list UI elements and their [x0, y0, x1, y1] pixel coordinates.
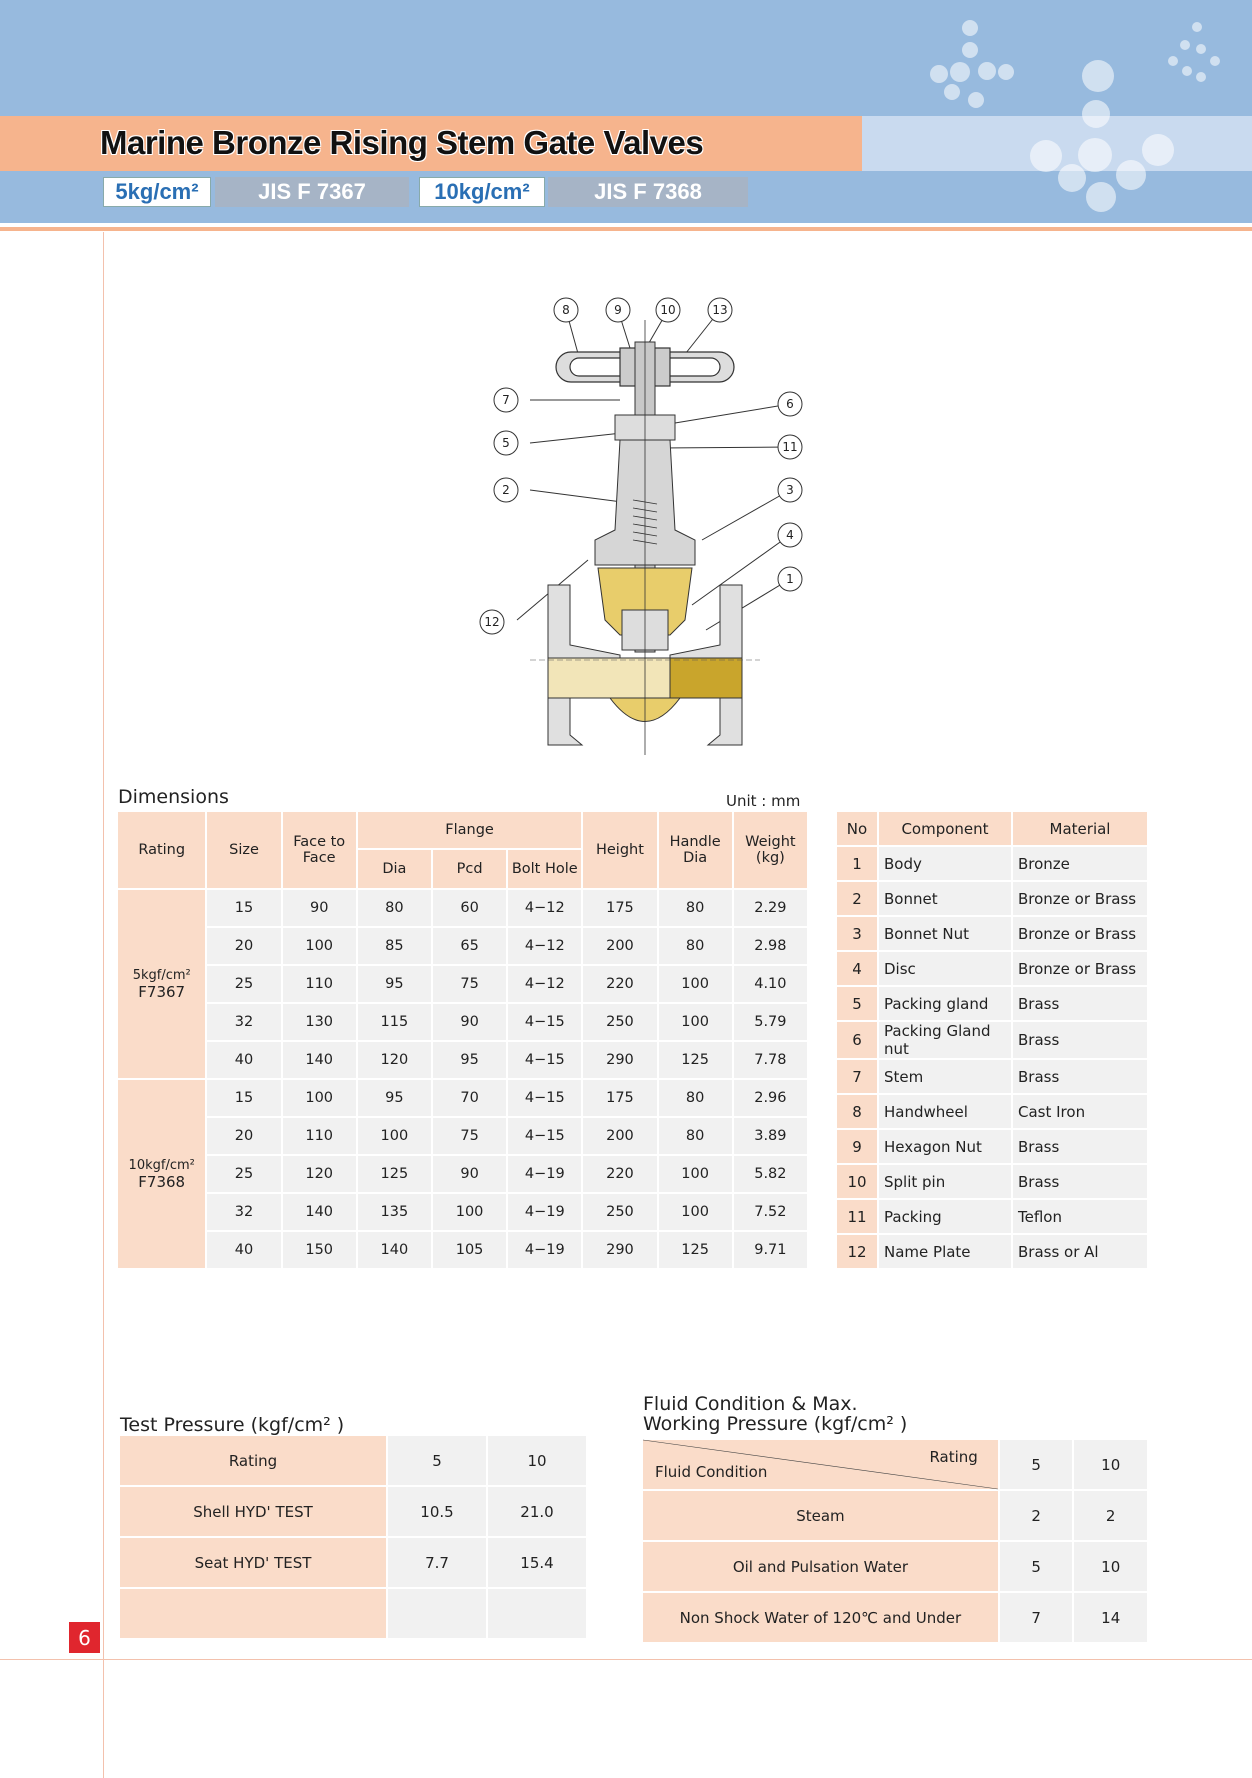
component-name: Handwheel	[879, 1095, 1011, 1128]
dimension-cell: 95	[433, 1042, 506, 1078]
callout-9	[606, 298, 630, 322]
dimension-cell: 7.78	[734, 1042, 807, 1078]
material-row	[837, 882, 1147, 915]
dimension-cell: 4−19	[508, 1194, 581, 1230]
dimension-cell: 75	[433, 966, 506, 1002]
callout-10	[656, 298, 680, 322]
dimension-cell: 7.52	[734, 1194, 807, 1230]
material-name: Brass	[1013, 1022, 1147, 1058]
dimension-cell: 80	[659, 890, 732, 926]
header-flange: Flange	[358, 812, 582, 848]
dimension-cell: 100	[659, 1156, 732, 1192]
part-number: 11	[837, 1200, 877, 1233]
dimension-cell: 100	[283, 1080, 356, 1116]
material-name: Bronze or Brass	[1013, 952, 1147, 985]
material-row	[837, 1200, 1147, 1233]
dimensions-title: Dimensions	[118, 786, 229, 808]
fluid-condition-table	[641, 1438, 1149, 1644]
dimension-cell: 150	[283, 1232, 356, 1268]
part-number: 2	[837, 882, 877, 915]
dimension-cell: 4−15	[508, 1004, 581, 1040]
dimension-cell: 4−19	[508, 1156, 581, 1192]
fluid-condition-title	[643, 1394, 907, 1434]
dimension-cell: 290	[583, 1232, 656, 1268]
material-name: Teflon	[1013, 1200, 1147, 1233]
test-value: 7.7	[388, 1538, 486, 1587]
component-name: Packing	[879, 1200, 1011, 1233]
dimension-cell: 100	[283, 928, 356, 964]
dimension-row	[118, 1080, 807, 1116]
fluid-head-10: 10	[1074, 1440, 1147, 1489]
dimension-row	[118, 1232, 807, 1268]
test-pressure-title: Test Pressure (kgf/cm² )	[120, 1414, 345, 1436]
part-number: 7	[837, 1060, 877, 1093]
page-title: Marine Bronze Rising Stem Gate Valves	[100, 124, 704, 161]
component-name: Bonnet Nut	[879, 917, 1011, 950]
dimension-cell: 95	[358, 1080, 431, 1116]
dimension-cell: 5.79	[734, 1004, 807, 1040]
fluid-title-line2: Working Pressure (kgf/cm² )	[643, 1413, 908, 1435]
header-no: No	[837, 812, 877, 845]
material-row	[837, 1095, 1147, 1128]
callout-12	[480, 610, 504, 634]
dimension-cell: 220	[583, 966, 656, 1002]
part-number: 4	[837, 952, 877, 985]
header-pcd: Pcd	[433, 850, 506, 888]
svg-text:7: 7	[502, 393, 510, 407]
dimension-cell: 5.82	[734, 1156, 807, 1192]
test-label: Seat HYD' TEST	[120, 1538, 386, 1587]
fluid-row	[643, 1593, 1147, 1642]
fluid-corner-cell	[643, 1440, 998, 1489]
fluid-pressure-value: 14	[1074, 1593, 1147, 1642]
dimension-cell: 15	[207, 890, 280, 926]
dimension-cell: 100	[659, 1004, 732, 1040]
dimension-cell: 32	[207, 1194, 280, 1230]
component-name: Name Plate	[879, 1235, 1011, 1268]
dimension-cell: 220	[583, 1156, 656, 1192]
dimension-cell: 100	[358, 1118, 431, 1154]
test-label: Rating	[120, 1436, 386, 1485]
dimension-cell: 32	[207, 1004, 280, 1040]
material-row	[837, 1060, 1147, 1093]
header-bolt-hole: Bolt Hole	[508, 850, 581, 888]
test-value: 21.0	[488, 1487, 586, 1536]
corner-rating-label: Rating	[929, 1448, 978, 1466]
rating-tag-10: 10kg/cm²	[419, 177, 545, 207]
material-name: Brass	[1013, 1060, 1147, 1093]
dimension-cell: 4−15	[508, 1118, 581, 1154]
test-pressure-row	[120, 1589, 586, 1638]
component-name: Bonnet	[879, 882, 1011, 915]
dimension-cell: 125	[358, 1156, 431, 1192]
dimension-cell: 4−19	[508, 1232, 581, 1268]
dimension-cell: 130	[283, 1004, 356, 1040]
dimension-cell: 2.29	[734, 890, 807, 926]
material-name: Bronze or Brass	[1013, 882, 1147, 915]
fluid-pressure-value: 7	[1000, 1593, 1073, 1642]
margin-rule	[103, 232, 104, 1778]
test-value	[388, 1589, 486, 1638]
dimension-cell: 175	[583, 1080, 656, 1116]
dimension-cell: 110	[283, 1118, 356, 1154]
test-pressure-row	[120, 1487, 586, 1536]
dimension-cell: 4−15	[508, 1042, 581, 1078]
standard-tag-f7367: JIS F 7367	[215, 177, 409, 207]
rating-group-cell	[118, 1080, 205, 1268]
dimension-cell: 70	[433, 1080, 506, 1116]
component-name: Split pin	[879, 1165, 1011, 1198]
dimension-cell: 110	[283, 966, 356, 1002]
dimension-cell: 115	[358, 1004, 431, 1040]
material-name: Brass or Al	[1013, 1235, 1147, 1268]
material-name: Bronze	[1013, 847, 1147, 880]
dimension-cell: 85	[358, 928, 431, 964]
fluid-pressure-value: 10	[1074, 1542, 1147, 1591]
callout-13	[708, 298, 732, 322]
header-handle-dia: Handle Dia	[659, 812, 732, 888]
part-number: 1	[837, 847, 877, 880]
dimension-cell: 80	[659, 1118, 732, 1154]
dimension-cell: 2.96	[734, 1080, 807, 1116]
material-row	[837, 1022, 1147, 1058]
callout-1	[778, 567, 802, 591]
dimensions-table	[116, 810, 809, 1270]
test-value	[488, 1589, 586, 1638]
part-number: 10	[837, 1165, 877, 1198]
material-row	[837, 847, 1147, 880]
fluid-condition-name: Oil and Pulsation Water	[643, 1542, 998, 1591]
callout-3	[778, 478, 802, 502]
header-rule	[0, 227, 1252, 231]
header-rating: Rating	[118, 812, 205, 888]
material-name: Brass	[1013, 987, 1147, 1020]
test-pressure-row	[120, 1436, 586, 1485]
test-value: 15.4	[488, 1538, 586, 1587]
dimension-cell: 20	[207, 928, 280, 964]
dimension-row	[118, 1004, 807, 1040]
callout-5	[494, 431, 518, 455]
part-number: 6	[837, 1022, 877, 1058]
dimension-cell: 175	[583, 890, 656, 926]
dimension-cell: 60	[433, 890, 506, 926]
header-size: Size	[207, 812, 280, 888]
header-face-to-face: Face to Face	[283, 812, 356, 888]
dimension-cell: 100	[659, 1194, 732, 1230]
dimension-cell: 4−12	[508, 928, 581, 964]
svg-text:11: 11	[782, 440, 798, 454]
dimension-cell: 90	[283, 890, 356, 926]
fluid-pressure-value: 5	[1000, 1542, 1073, 1591]
component-name: Stem	[879, 1060, 1011, 1093]
svg-text:3: 3	[786, 483, 794, 497]
part-number: 9	[837, 1130, 877, 1163]
header-material: Material	[1013, 812, 1147, 845]
dimensions-unit: Unit : mm	[726, 792, 801, 810]
part-number: 3	[837, 917, 877, 950]
dimension-cell: 15	[207, 1080, 280, 1116]
dimension-row	[118, 1042, 807, 1078]
dimension-cell: 100	[659, 966, 732, 1002]
dimension-row	[118, 1194, 807, 1230]
part-number: 8	[837, 1095, 877, 1128]
callout-11	[778, 435, 802, 459]
fluid-head-5: 5	[1000, 1440, 1073, 1489]
part-number: 12	[837, 1235, 877, 1268]
dimension-cell: 4.10	[734, 966, 807, 1002]
material-row	[837, 1165, 1147, 1198]
dimension-cell: 100	[433, 1194, 506, 1230]
component-name: Packing Gland nut	[879, 1022, 1011, 1058]
svg-text:5: 5	[502, 436, 510, 450]
fluid-row	[643, 1542, 1147, 1591]
component-name: Disc	[879, 952, 1011, 985]
dimension-cell: 4−12	[508, 966, 581, 1002]
test-label: Shell HYD' TEST	[120, 1487, 386, 1536]
component-name: Body	[879, 847, 1011, 880]
dimension-cell: 9.71	[734, 1232, 807, 1268]
dimension-cell: 125	[659, 1042, 732, 1078]
dimension-cell: 250	[583, 1004, 656, 1040]
test-value: 10	[488, 1436, 586, 1485]
dimension-cell: 40	[207, 1042, 280, 1078]
dimension-row	[118, 966, 807, 1002]
material-row	[837, 917, 1147, 950]
dimension-cell: 25	[207, 966, 280, 1002]
fluid-condition-name: Steam	[643, 1491, 998, 1540]
fluid-title-line1: Fluid Condition & Max.	[643, 1393, 858, 1415]
dimension-cell: 140	[358, 1232, 431, 1268]
dimension-cell: 25	[207, 1156, 280, 1192]
test-pressure-table	[118, 1434, 588, 1640]
material-row	[837, 952, 1147, 985]
dimension-row	[118, 1118, 807, 1154]
fluid-condition-name: Non Shock Water of 120℃ and Under	[643, 1593, 998, 1642]
dimension-cell: 200	[583, 928, 656, 964]
dimension-row	[118, 1156, 807, 1192]
test-label	[120, 1589, 386, 1638]
callout-2	[494, 478, 518, 502]
svg-text:10: 10	[660, 303, 676, 317]
svg-text:9: 9	[614, 303, 622, 317]
valve-cross-section-drawing	[470, 290, 798, 755]
dimension-cell: 120	[358, 1042, 431, 1078]
callout-8	[554, 298, 578, 322]
component-name: Packing gland	[879, 987, 1011, 1020]
svg-text:13: 13	[712, 303, 728, 317]
corner-fluid-label: Fluid Condition	[655, 1463, 768, 1481]
standard-value: F7367	[138, 982, 186, 1001]
header-component: Component	[879, 812, 1011, 845]
fluid-pressure-value: 2	[1074, 1491, 1147, 1540]
materials-table	[835, 810, 1149, 1270]
material-name: Bronze or Brass	[1013, 917, 1147, 950]
component-name: Hexagon Nut	[879, 1130, 1011, 1163]
dimension-cell: 80	[659, 928, 732, 964]
dimension-cell: 250	[583, 1194, 656, 1230]
standard-value: F7368	[138, 1172, 186, 1191]
dimension-cell: 125	[659, 1232, 732, 1268]
dimension-row	[118, 890, 807, 926]
header-top-band	[0, 0, 1252, 116]
rating-value: 10kgf/cm²	[128, 1157, 195, 1173]
dimension-cell: 40	[207, 1232, 280, 1268]
dimension-cell: 65	[433, 928, 506, 964]
dimension-row	[118, 928, 807, 964]
dimension-cell: 95	[358, 966, 431, 1002]
material-name: Brass	[1013, 1130, 1147, 1163]
test-value: 5	[388, 1436, 486, 1485]
dimension-cell: 105	[433, 1232, 506, 1268]
svg-text:1: 1	[786, 572, 794, 586]
rating-group-cell	[118, 890, 205, 1078]
dimension-cell: 2.98	[734, 928, 807, 964]
svg-text:2: 2	[502, 483, 510, 497]
dimension-cell: 140	[283, 1042, 356, 1078]
material-row	[837, 1235, 1147, 1268]
callout-6	[778, 392, 802, 416]
dimension-cell: 4−12	[508, 890, 581, 926]
page-number: 6	[69, 1622, 100, 1653]
material-name: Cast Iron	[1013, 1095, 1147, 1128]
dimension-cell: 90	[433, 1004, 506, 1040]
material-name: Brass	[1013, 1165, 1147, 1198]
svg-text:8: 8	[562, 303, 570, 317]
header-dia: Dia	[358, 850, 431, 888]
dimension-cell: 290	[583, 1042, 656, 1078]
dimension-cell: 3.89	[734, 1118, 807, 1154]
dimension-cell: 135	[358, 1194, 431, 1230]
header-height: Height	[583, 812, 656, 888]
dimension-cell: 120	[283, 1156, 356, 1192]
fluid-pressure-value: 2	[1000, 1491, 1073, 1540]
test-pressure-row	[120, 1538, 586, 1587]
dimension-cell: 75	[433, 1118, 506, 1154]
dimension-cell: 80	[659, 1080, 732, 1116]
dimension-cell: 90	[433, 1156, 506, 1192]
rating-tag-5: 5kg/cm²	[103, 177, 211, 207]
footer-rule	[0, 1659, 1252, 1660]
part-number: 5	[837, 987, 877, 1020]
callout-4	[778, 523, 802, 547]
svg-text:6: 6	[786, 397, 794, 411]
test-value: 10.5	[388, 1487, 486, 1536]
dimension-cell: 4−15	[508, 1080, 581, 1116]
material-row	[837, 1130, 1147, 1163]
dimension-cell: 80	[358, 890, 431, 926]
svg-text:4: 4	[786, 528, 794, 542]
standard-tag-f7368: JIS F 7368	[548, 177, 748, 207]
fluid-row	[643, 1491, 1147, 1540]
header-weight: Weight (kg)	[734, 812, 807, 888]
callout-7	[494, 388, 518, 412]
dimension-cell: 200	[583, 1118, 656, 1154]
material-row	[837, 987, 1147, 1020]
dimension-cell: 140	[283, 1194, 356, 1230]
rating-value: 5kgf/cm²	[132, 967, 191, 983]
svg-text:12: 12	[484, 615, 500, 629]
dimension-cell: 20	[207, 1118, 280, 1154]
